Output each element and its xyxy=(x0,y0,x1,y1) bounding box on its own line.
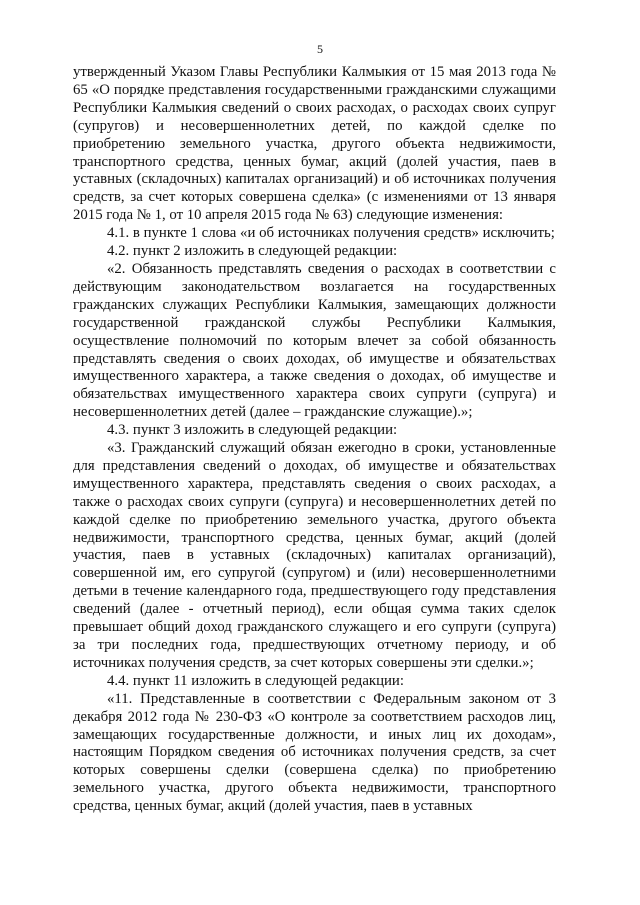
paragraph-4-3: 4.3. пункт 3 изложить в следующей редакции: xyxy=(107,422,398,439)
paragraph-4-4: 4.4. пункт 11 изложить в следующей редакции: xyxy=(107,672,404,689)
paragraph-clause-3: «3. Гражданский служащий обязан ежегодно в сроки, установленные для представления сведений о доходах, об имуществе и обязательствах имущественного характера, представлять сведения о своих расходах, а также о расходах своих супруги (супруга) и несовершеннолетних детей по каждой сделке по приобретению земельного участка, другого объекта недвижимости, транспортного средства, ценных бумаг, акций (долей участия, паев в уставных (складочных) капиталах организаций), совершенной им, его супругой (супругом) и (или) несовершеннолетними детьми в течение календарного года, предшествующего году представления сведений (далее - отчетный период), если общая сумма таких сделок превышает общий доход гражданского служащего и его супруги (супруга) за три последних года, предшествующих отчетному периоду, и об источниках получения средств, за счет которых совершены эти сделки.»; xyxy=(73,440,556,671)
paragraph-clause-2: «2. Обязанность представлять сведения о расходах в соответствии с действующим законодательством возлагается на государственных гражданских служащих Республики Калмыкия, замещающих должности государственной гражданской службы Республики Калмыкия, осуществление полномочий по которым влечет за собой обязанность представлять сведения о своих доходах, об имуществе и обязательствах имущественного характера, а также сведения о доходах, об имуществе и обязательствах имущественного характера своих супруги (супруга) и несовершеннолетних детей (далее – гражданские служащие).»; xyxy=(73,260,556,421)
paragraph-clause-11: «11. Представленные в соответствии с Федеральным законом от 3 декабря 2012 года № 230-ФЗ «О контроле за соответствием расходов лиц, замещающих государственные должности, и иных лиц их доходам», настоящим Порядком сведения об источниках получения средств, за счет которых совершены сделки (совершена сделка) по приобретению земельного участка, другого объекта недвижимости, транспортного средства, ценных бумаг, акций (долей участия, паев в уставных xyxy=(73,690,556,815)
page-number: 5 xyxy=(317,42,323,56)
paragraph-4-2: 4.2. пункт 2 изложить в следующей редакции: xyxy=(107,243,398,260)
document-body xyxy=(73,64,556,816)
paragraph-4-1: 4.1. в пункте 1 слова «и об источниках получения средств» исключить; xyxy=(107,225,555,242)
paragraph-intro: утвержденный Указом Главы Республики Калмыкия от 15 мая 2013 года № 65 «О порядке представления государственными гражданскими служащими Республики Калмыкия сведений о своих расходах, о расходах своих супруг (супругов) и несовершеннолетних детей, по каждой сделке по приобретению земельного участка, другого объекта недвижимости, транспортного средства, ценных бумаг, акций (долей участия, паев в уставных (складочных) капиталах организаций) и об источниках получения средств, за счет которых совершена сделка» (с изменениями от 13 января 2015 года № 1, от 10 апреля 2015 года № 63) следующие изменения: xyxy=(73,64,556,224)
